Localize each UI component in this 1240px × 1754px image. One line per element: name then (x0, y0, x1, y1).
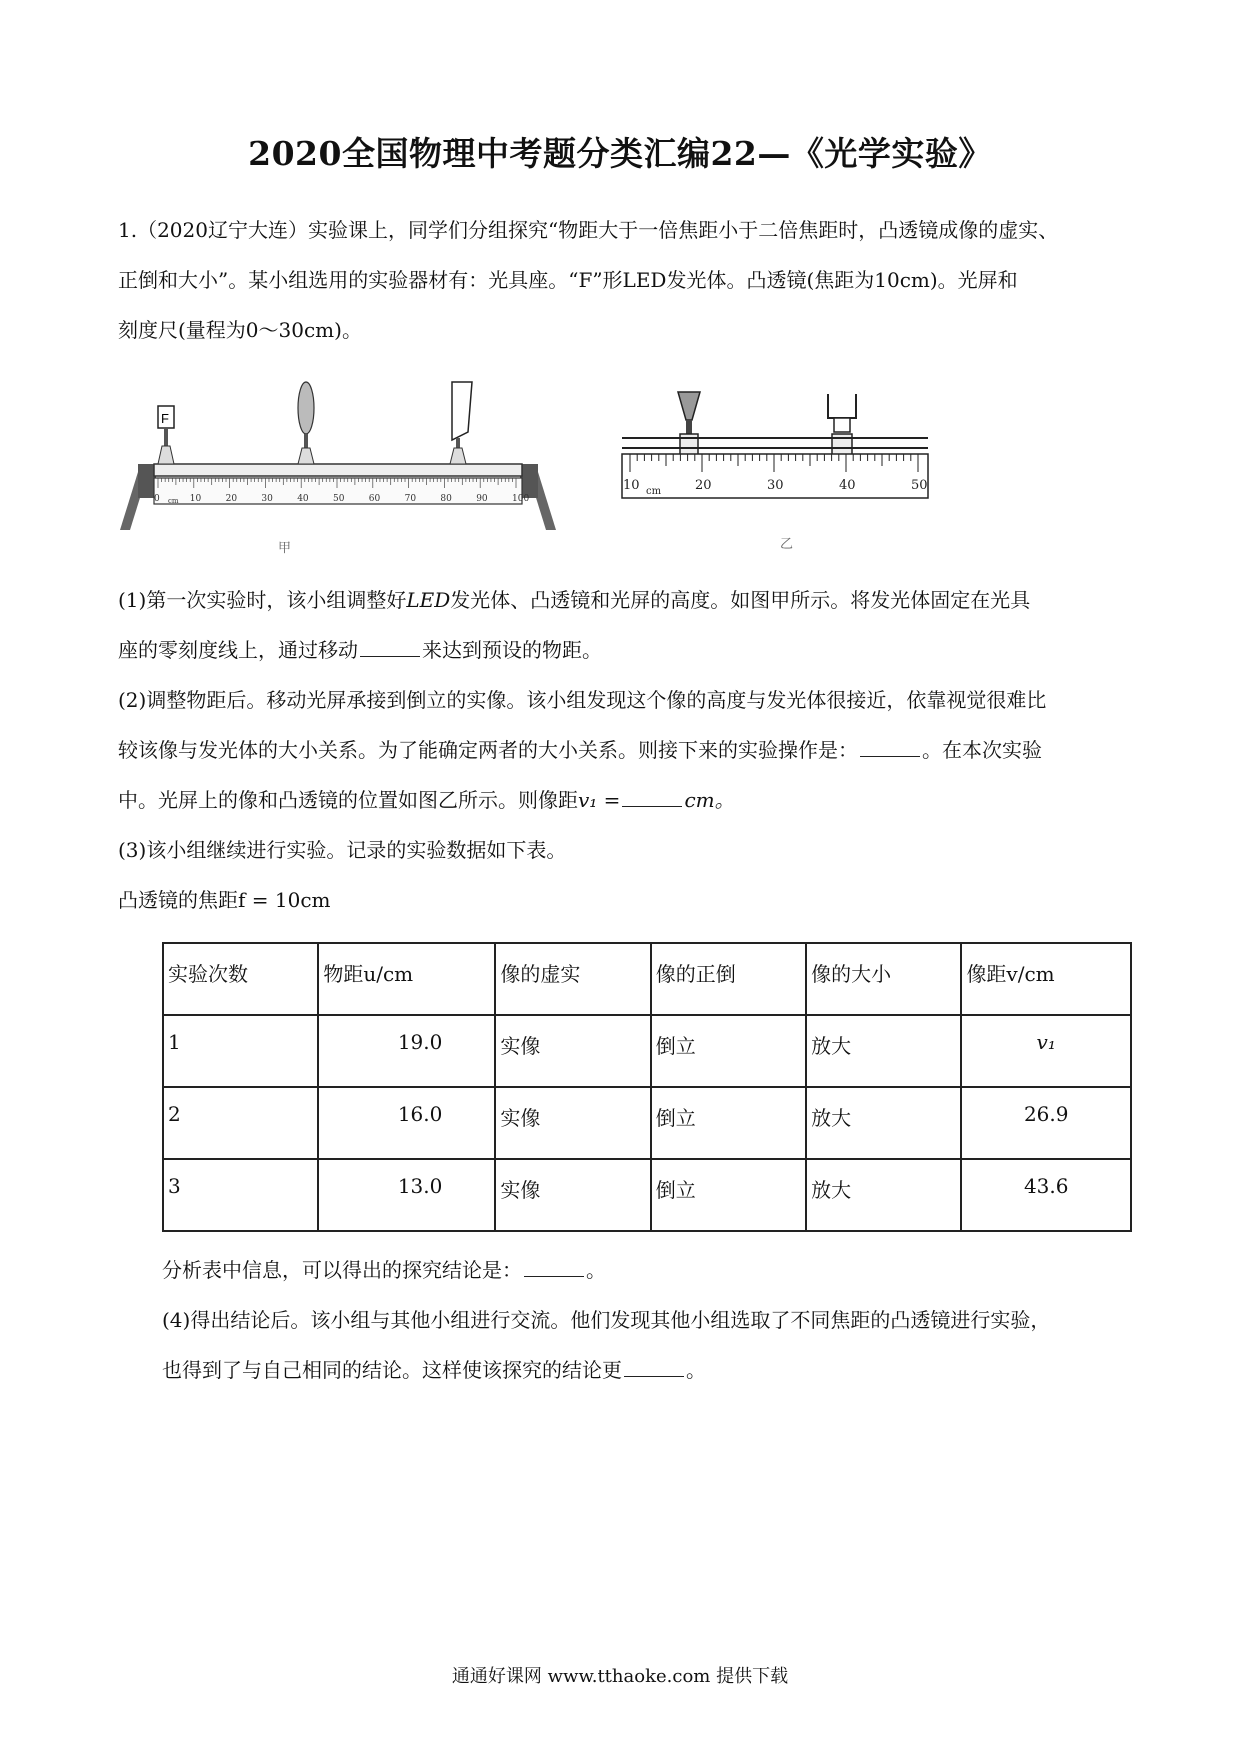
table-cell: 放大 (806, 1015, 961, 1087)
figure-yi (620, 388, 930, 558)
part-2-line-3 (118, 775, 1130, 825)
conclusion-text: 分析表中信息，可以得出的探究结论是： (162, 1258, 522, 1282)
part-1-text-e: 来达到预设的物距。 (422, 638, 602, 662)
part-2-unit: cm。 (684, 788, 735, 812)
table-cell: 倒立 (651, 1087, 806, 1159)
ruler-label: 40 (297, 494, 309, 504)
screen-holder (450, 448, 466, 464)
part-4-line-2 (162, 1345, 1132, 1395)
focal-length: 凸透镜的焦距f = 10cm (118, 888, 331, 912)
table-cell: 倒立 (651, 1015, 806, 1087)
part-1-text-c: 发光体、凸透镜和光屏的高度。如图甲所示。将发光体固定在光具 (450, 588, 1031, 612)
table-cell: 放大 (806, 1087, 961, 1159)
part-1-line-1 (118, 575, 1130, 625)
part-3-conclusion (162, 1245, 1132, 1395)
part-3 (118, 825, 1130, 925)
yi-lens-post (686, 420, 692, 434)
figure-yi-caption: 乙 (780, 537, 794, 552)
part-1-text-d: 座的零刻度线上，通过移动 (118, 638, 358, 662)
answer-blank-3[interactable] (622, 788, 682, 807)
table-cell: 19.0 (318, 1015, 495, 1087)
table-cell: 16.0 (318, 1087, 495, 1159)
table-cell: 放大 (806, 1159, 961, 1231)
table-cell: 43.6 (961, 1159, 1131, 1231)
part-4-line-1: (4)得出结论后。该小组与其他小组进行交流。他们发现其他小组选取了不同焦距的凸透镜进行实验， (162, 1308, 1051, 1332)
ruler-label: 90 (476, 494, 488, 504)
f-source-post (164, 428, 168, 446)
table-header: 物距u/cm (318, 943, 495, 1015)
answer-blank-5[interactable] (624, 1358, 684, 1377)
intro-line-2: 正倒和大小”。某小组选用的实验器材有：光具座。“F”形LED发光体。凸透镜(焦距为10cm)。光屏和 (118, 268, 1018, 292)
intro-line-3: 刻度尺(量程为0～30cm)。 (118, 318, 362, 342)
table-cell: 2 (163, 1087, 318, 1159)
part-3-line: (3)该小组继续进行实验。记录的实验数据如下表。 (118, 838, 567, 862)
table-header: 实验次数 (163, 943, 318, 1015)
part-2-line-1: (2)调整物距后。移动光屏承接到倒立的实像。该小组发现这个像的高度与发光体很接近，依靠视觉很难比 (118, 688, 1047, 712)
yi-lens-icon (678, 392, 700, 420)
ruler-unit: cm (168, 497, 179, 505)
table-cell: 26.9 (961, 1087, 1131, 1159)
data-table (162, 942, 1132, 1232)
conclusion-line (162, 1245, 1132, 1295)
yi-screen-icon (828, 394, 856, 418)
ruler-label: 80 (440, 494, 452, 504)
table-cell: 1 (163, 1015, 318, 1087)
answer-blank-1[interactable] (360, 638, 420, 657)
light-screen-icon (452, 382, 472, 440)
ruler-label: 30 (261, 494, 273, 504)
table-cell: 实像 (495, 1087, 650, 1159)
table-header-row (163, 943, 1131, 1015)
table-cell: 实像 (495, 1015, 650, 1087)
answer-blank-2[interactable] (860, 738, 920, 757)
part-2-text-c: 中。光屏上的像和凸透镜的位置如图乙所示。则像距 (118, 788, 578, 812)
table-header: 像的大小 (806, 943, 961, 1015)
figure-jia (118, 380, 558, 560)
table-cell: 倒立 (651, 1159, 806, 1231)
part-1-text-a: (1)第一次实验时，该小组调整好 (118, 588, 407, 612)
part-2-text-a: 较该像与发光体的大小关系。为了能确定两者的大小关系。则接下来的实验操作是： (118, 738, 858, 762)
part-2 (118, 675, 1130, 825)
table-cell: 实像 (495, 1159, 650, 1231)
lens-holder (298, 448, 314, 464)
part-2-text-b: 。在本次实验 (922, 738, 1042, 762)
part-1-line-2 (118, 625, 1130, 675)
table-row (163, 1015, 1131, 1087)
f-label: F (161, 411, 169, 426)
question-intro (118, 205, 1130, 355)
yi-ruler-label: 40 (839, 478, 856, 493)
table-cell: 3 (163, 1159, 318, 1231)
part-4-text: 也得到了与自己相同的结论。这样使该探究的结论更 (162, 1358, 622, 1382)
part-2-v1: v₁ = (578, 788, 621, 812)
table-cell: v₁ (961, 1015, 1131, 1087)
ruler-label: 20 (225, 494, 238, 504)
optical-bench-rail (154, 464, 522, 476)
page-title: 2020全国物理中考题分类汇编22—《光学实验》 (248, 134, 992, 173)
table-cell: 13.0 (318, 1159, 495, 1231)
table-header: 像的正倒 (651, 943, 806, 1015)
part-4-end: 。 (686, 1358, 706, 1382)
f-source-holder (158, 446, 174, 464)
ruler-label: 10 (189, 494, 202, 504)
table-header: 像的虚实 (495, 943, 650, 1015)
screen-post (456, 438, 460, 448)
yi-ruler-label: 20 (695, 478, 712, 493)
yi-ruler-label: 10 (623, 478, 640, 493)
yi-ruler-label: 30 (767, 478, 784, 493)
ruler-label: 0 (154, 494, 160, 504)
answer-blank-4[interactable] (524, 1258, 584, 1277)
table-row (163, 1087, 1131, 1159)
yi-ruler-unit: cm (646, 486, 662, 497)
lens-post (304, 434, 308, 448)
figure-jia-caption: 甲 (278, 541, 292, 556)
page-footer: 通通好课网 www.tthaoke.com 提供下载 (451, 1666, 789, 1687)
part-1 (118, 575, 1130, 675)
ruler-label: 70 (404, 494, 417, 504)
table-header: 像距v/cm (961, 943, 1131, 1015)
intro-line-1: 1.（2020辽宁大连）实验课上，同学们分组探究“物距大于一倍焦距小于二倍焦距时，凸透镜成像的虚实、 (118, 218, 1059, 242)
table-row (163, 1159, 1131, 1231)
part-2-line-2 (118, 725, 1130, 775)
ruler-label: 60 (368, 494, 381, 504)
ruler-label: 50 (333, 494, 345, 504)
ruler-label: 100 (512, 494, 530, 504)
conclusion-end: 。 (586, 1258, 606, 1282)
yi-ruler-label: 50 (911, 478, 928, 493)
part-1-led: LED (406, 588, 451, 612)
yi-screen-bracket (834, 418, 850, 432)
convex-lens-icon (298, 382, 314, 434)
